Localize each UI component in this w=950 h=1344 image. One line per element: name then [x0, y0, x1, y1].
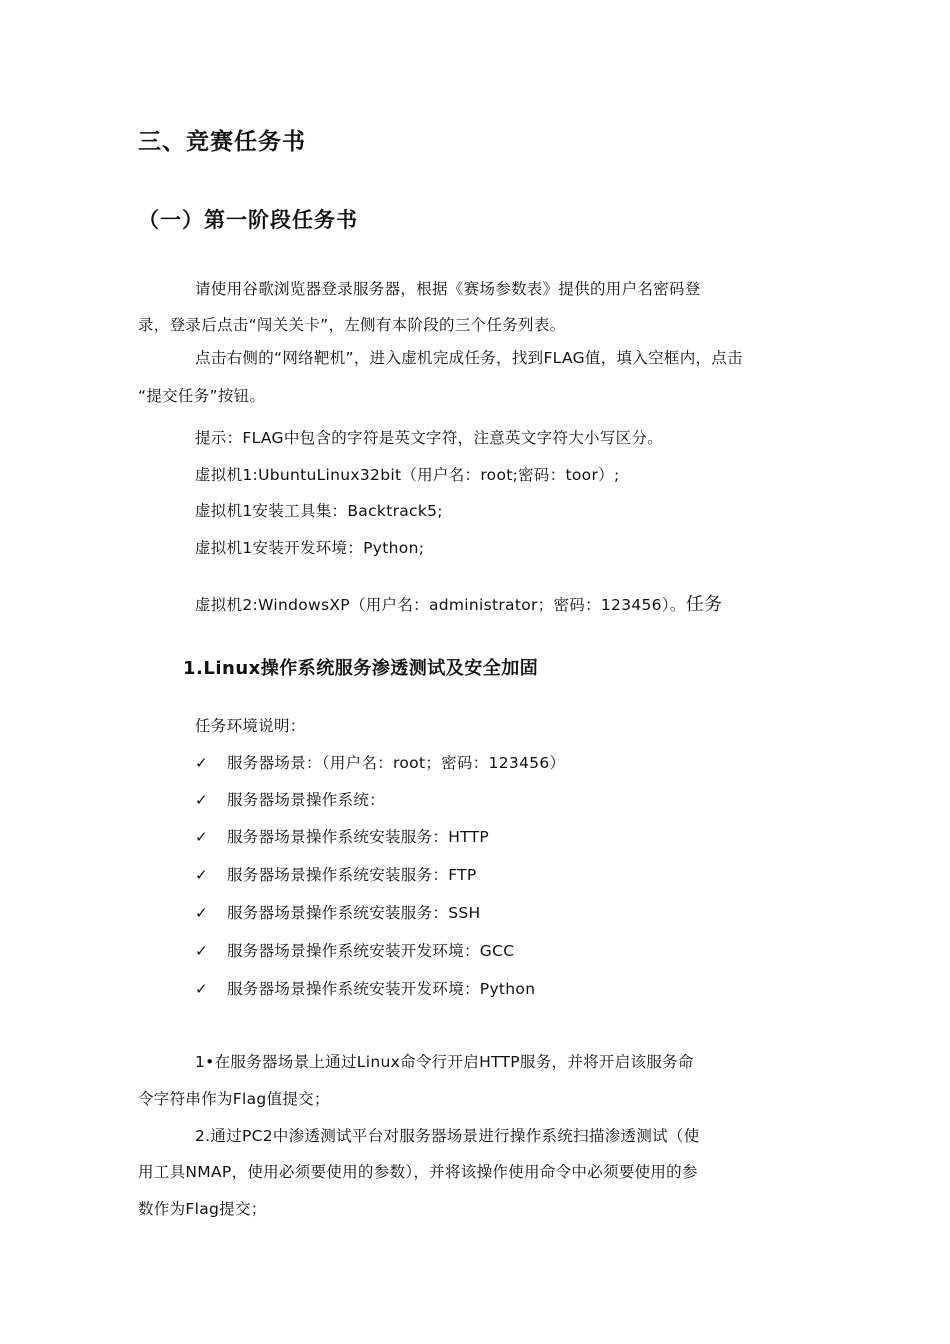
stage-title: （一）第一阶段任务书 — [138, 208, 358, 232]
env-item-text: 服务器场景操作系统安装开发环境：GCC — [227, 942, 515, 960]
env-item — [195, 751, 565, 773]
env-item-text: 服务器场景操作系统： — [227, 791, 386, 809]
env-item-text: 服务器场景操作系统安装服务：SSH — [227, 904, 481, 922]
env-item — [195, 825, 489, 847]
env-item-text: 服务器场景操作系统安装服务：FTP — [227, 866, 477, 884]
env-item — [195, 939, 514, 961]
hint-text: 提示：FLAG中包含的字符是英文字符，注意英文字符大小写区分。 — [195, 429, 664, 447]
step2-line-1: 2.通过PC2中渗透测试平台对服务器场景进行操作系统扫描渗透测试（使 — [195, 1127, 700, 1145]
intro-line-2: 录，登录后点击“闯关关卡”，左侧有本阶段的三个任务列表。 — [138, 316, 566, 334]
env-item-text: 服务器场景操作系统安装服务：HTTP — [227, 828, 490, 846]
env-item-text: 服务器场景：（用户名：root；密码：123456） — [227, 754, 566, 772]
check-icon: ✓ — [195, 754, 208, 772]
section-title: 三、竞赛任务书 — [138, 129, 306, 155]
check-icon: ✓ — [195, 980, 208, 998]
check-icon: ✓ — [195, 828, 208, 846]
vm2-line — [195, 590, 722, 616]
env-item — [195, 863, 477, 885]
vm2-text: 虚拟机2:WindowsXP（用户名：administrator；密码：123456）。 — [195, 596, 686, 614]
intro-line-4: “提交任务”按钮。 — [138, 387, 266, 405]
env-item — [195, 901, 480, 923]
check-icon: ✓ — [195, 904, 208, 922]
intro-line-1: 请使用谷歌浏览器登录服务器，根据《赛场参数表》提供的用户名密码登 — [195, 280, 701, 298]
vm1-text: 虚拟机1:UbuntuLinux32bit（用户名：root;密码：toor）; — [195, 466, 620, 484]
check-icon: ✓ — [195, 791, 208, 809]
step1-line-2: 令字符串作为Flag值提交； — [138, 1090, 330, 1108]
task1-title: 1.Linux操作系统服务渗透测试及安全加固 — [183, 658, 539, 679]
vm2-tail: 任务 — [685, 594, 723, 615]
step2-line-2: 用工具NMAP，使用必须要使用的参数），并将该操作使用命令中必须要使用的参 — [138, 1163, 698, 1181]
intro-line-3: 点击右侧的“网络靶机”，进入虚机完成任务，找到FLAG值，填入空框内，点击 — [195, 349, 743, 367]
check-icon: ✓ — [195, 942, 208, 960]
env-item — [195, 788, 385, 810]
env-label: 任务环境说明： — [195, 717, 306, 735]
step1-line-1: 1•在服务器场景上通过Linux命令行开启HTTP服务，并将开启该服务命 — [195, 1053, 694, 1071]
env-item-text: 服务器场景操作系统安装开发环境：Python — [227, 980, 536, 998]
check-icon: ✓ — [195, 866, 208, 884]
step2-line-3: 数作为Flag提交； — [138, 1200, 267, 1218]
env-item — [195, 977, 535, 999]
vm1-tools-text: 虚拟机1安装工具集：Backtrack5; — [195, 502, 443, 520]
vm1-env-text: 虚拟机1安装开发环境：Python; — [195, 539, 425, 557]
